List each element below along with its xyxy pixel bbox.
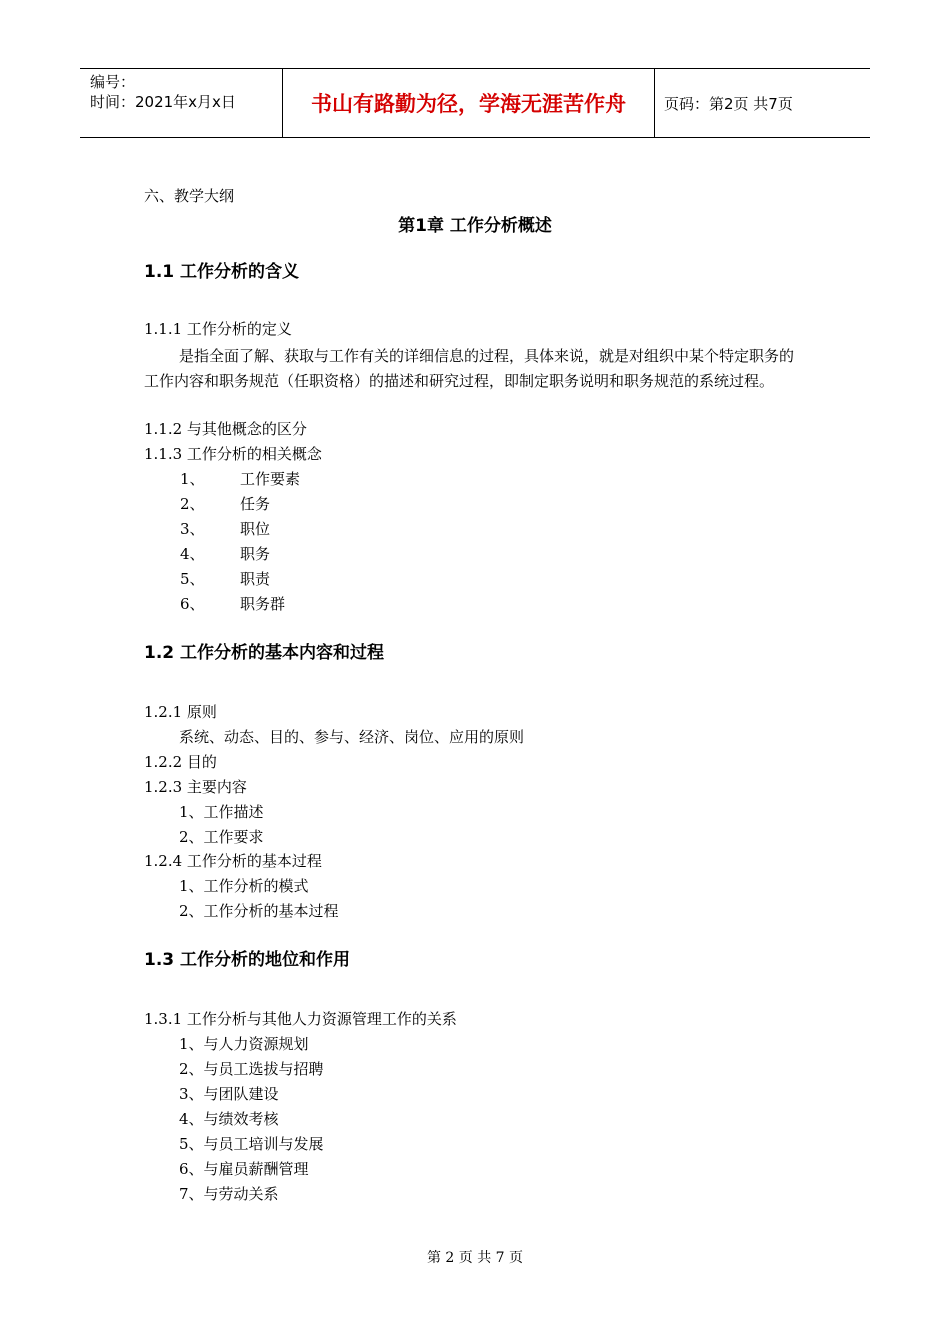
number-label: 编号：	[90, 73, 136, 91]
subsection-1-2-3: 1.2.3 主要内容	[144, 778, 247, 796]
list-item: 2、与员工选拔与招聘	[179, 1060, 324, 1078]
list-item: 5、与员工培训与发展	[179, 1135, 324, 1153]
page-label: 页码：第2页 共7页	[664, 95, 793, 113]
subsection-1-2-4: 1.2.4 工作分析的基本过程	[144, 852, 322, 870]
list-item: 7、与劳动关系	[179, 1185, 279, 1203]
subsection-1-1-2: 1.1.2 与其他概念的区分	[144, 420, 307, 438]
subsection-1-2-1: 1.2.1 原则	[144, 703, 217, 721]
motto: 书山有路勤为径，学海无涯苦作舟	[283, 69, 655, 137]
header-left-cell	[80, 69, 283, 137]
subsection-1-2-2: 1.2.2 目的	[144, 753, 217, 771]
time-label: 时间：2021年x月x日	[90, 93, 236, 111]
outline-title: 六、教学大纲	[144, 187, 235, 205]
list-item: 2、工作分析的基本过程	[179, 902, 339, 920]
definition-text: 是指全面了解、获取与工作有关的详细信息的过程，具体来说，就是对组织中某个特定职务的工作内容和职务规范（任职资格）的描述和研究过程，即制定职务说明和职务规范的系统过程。	[144, 347, 795, 390]
list-item: 2、 任务	[180, 495, 271, 513]
chapter-title: 第1章 工作分析概述	[398, 216, 552, 236]
subsection-1-1-3: 1.1.3 工作分析的相关概念	[144, 445, 322, 463]
list-item: 1、 工作要素	[180, 470, 301, 488]
list-item: 1、工作分析的模式	[179, 877, 309, 895]
list-item: 4、 职务	[180, 545, 271, 563]
list-item: 6、与雇员薪酬管理	[179, 1160, 309, 1178]
subsection-1-1-1: 1.1.1 工作分析的定义	[144, 320, 292, 338]
list-item: 5、 职责	[180, 570, 271, 588]
principles-text: 系统、动态、目的、参与、经济、岗位、应用的原则	[179, 728, 525, 746]
section-1-1-heading: 1.1 工作分析的含义	[144, 262, 300, 282]
section-1-3-heading: 1.3 工作分析的地位和作用	[144, 950, 351, 970]
list-item: 1、工作描述	[179, 803, 264, 821]
page-footer: 第 2 页 共 7 页	[426, 1250, 524, 1266]
subsection-1-3-1: 1.3.1 工作分析与其他人力资源管理工作的关系	[144, 1010, 457, 1028]
list-item: 2、工作要求	[179, 828, 264, 846]
list-item: 3、 职位	[180, 520, 271, 538]
list-item: 6、 职务群	[180, 595, 286, 613]
list-item: 1、与人力资源规划	[179, 1035, 309, 1053]
header-table	[80, 68, 870, 138]
definition-paragraph	[144, 344, 808, 394]
list-item: 3、与团队建设	[179, 1085, 279, 1103]
list-item: 4、与绩效考核	[179, 1110, 279, 1128]
section-1-2-heading: 1.2 工作分析的基本内容和过程	[144, 643, 385, 663]
